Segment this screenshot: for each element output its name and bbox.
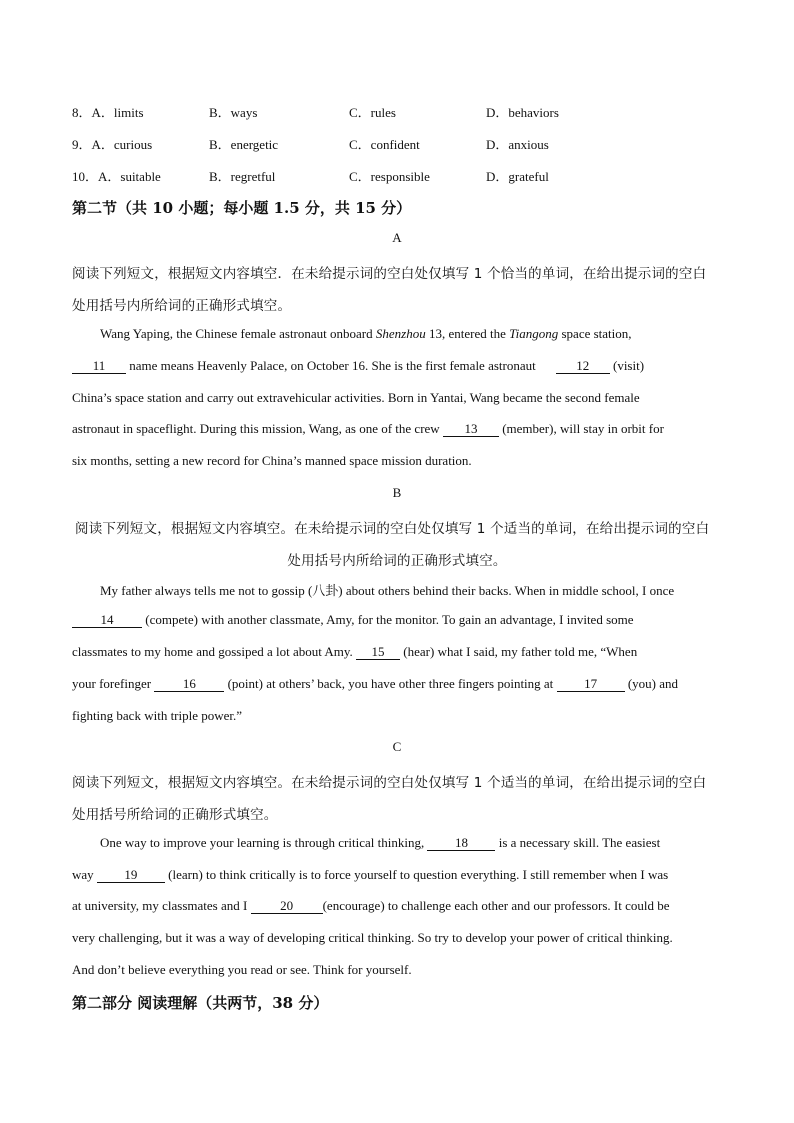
option-9-d: D．anxious xyxy=(486,137,549,152)
option-9-c: C．confident xyxy=(349,137,420,152)
blank-18[interactable]: 18 xyxy=(427,836,495,851)
passage-c-line-5: And don’t believe everything you read or see. Think for yourself. xyxy=(72,962,412,977)
option-8-d: D．behaviors xyxy=(486,105,559,120)
passage-c-text: One way to improve your learning is through critical thinking, xyxy=(100,835,428,850)
passage-b-text: (point) at others’ back, you have other three fingers pointing at xyxy=(224,676,557,691)
passage-c-label: C xyxy=(392,739,402,754)
option-10-c: C．responsible xyxy=(349,169,430,184)
blank-14[interactable]: 14 xyxy=(72,613,142,628)
passage-b-line-4 xyxy=(72,676,720,692)
passage-c-text: is a necessary skill. The easiest xyxy=(495,835,661,850)
option-10-b: B．regretful xyxy=(209,169,276,184)
passage-b-line-2 xyxy=(72,612,720,628)
blank-13[interactable]: 13 xyxy=(443,422,499,437)
blank-20[interactable]: 20 xyxy=(251,899,323,914)
passage-c-line-1 xyxy=(72,835,748,851)
passage-a-text: (visit) xyxy=(609,358,645,373)
passage-a-line-2 xyxy=(72,358,720,374)
blank-19[interactable]: 19 xyxy=(97,868,165,883)
option-8-a: 8．A．limits xyxy=(72,105,144,120)
passage-a-line-3: China’s space station and carry out extravehicular activities. Born in Yantai, Wang became the second female xyxy=(72,390,640,405)
blank-16[interactable]: 16 xyxy=(154,677,224,692)
section-heading: 第二节（共 10 小题；每小题 1.5 分，共 15 分） xyxy=(72,199,412,217)
passage-b-text: (compete) with another classmate, Amy, for the monitor. To gain an advantage, I invited some xyxy=(142,612,634,627)
passage-a-text: 13, entered the xyxy=(425,326,510,341)
passage-b-text: your forefinger xyxy=(72,676,155,691)
passage-a-line-1 xyxy=(72,326,748,342)
blank-17[interactable]: 17 xyxy=(557,677,625,692)
passage-a-instruction-2: 处用括号内所给词的正确形式填空。 xyxy=(72,298,292,314)
blank-12[interactable]: 12 xyxy=(556,359,610,374)
passage-c-line-4: very challenging, but it was a way of developing critical thinking. So try to develop your power of critical thinking. xyxy=(72,930,673,945)
option-8-b: B．ways xyxy=(209,105,258,120)
option-10-d: D．grateful xyxy=(486,169,549,184)
passage-c-line-3 xyxy=(72,898,720,914)
passage-b-line-1: My father always tells me not to gossip (八卦) about others behind their backs. When in middle school, I once xyxy=(100,583,675,598)
passage-c-text: way xyxy=(72,867,97,882)
passage-a-text: (member), will stay in orbit for xyxy=(498,421,664,436)
passage-b-text: (hear) what I said, my father told me, “When xyxy=(400,644,638,659)
passage-b-line-5: fighting back with triple power.” xyxy=(72,708,243,723)
passage-c-instruction-1: 阅读下列短文，根据短文内容填空。在未给提示词的空白处仅填写 1 个适当的单词，在给出提示词的空白 xyxy=(72,775,707,791)
passage-a-text: Wang Yaping, the Chinese female astronaut onboard xyxy=(100,326,376,341)
spacecraft-name: Shenzhou xyxy=(375,326,426,341)
option-9-a: 9．A．curious xyxy=(72,137,153,152)
option-8-c: C．rules xyxy=(349,105,396,120)
passage-b-line-3 xyxy=(72,644,720,660)
passage-c-text: (encourage) to challenge each other and our professors. It could be xyxy=(322,898,670,913)
passage-a-instruction-1: 阅读下列短文，根据短文内容填空．在未给提示词的空白处仅填写 1 个恰当的单词，在给出提示词的空白 xyxy=(72,266,707,282)
passage-c-instruction-2: 处用括号所给词的正确形式填空。 xyxy=(72,807,278,823)
option-10-a: 10．A．suitable xyxy=(72,169,161,184)
passage-c-line-2 xyxy=(72,867,720,883)
passage-b-label: B xyxy=(392,485,402,500)
passage-a-line-5: six months, setting a new record for China’s manned space mission duration. xyxy=(72,453,472,468)
station-name: Tiangong xyxy=(509,326,559,341)
passage-a-text: name means Heavenly Palace, on October 16. She is the first female astronaut xyxy=(126,358,536,373)
part-two-heading: 第二部分 阅读理解（共两节，38 分） xyxy=(72,994,329,1012)
passage-c-text: at university, my classmates and I xyxy=(72,898,251,913)
passage-a-line-4 xyxy=(72,421,720,437)
blank-15[interactable]: 15 xyxy=(356,645,400,660)
passage-a-text: space station, xyxy=(558,326,632,341)
blank-11[interactable]: 11 xyxy=(72,359,126,374)
passage-a-text: astronaut in spaceflight. During this mission, Wang, as one of the crew xyxy=(72,421,443,436)
passage-b-text: (you) and xyxy=(624,676,678,691)
option-9-b: B．energetic xyxy=(209,137,279,152)
passage-b-instruction-1: 阅读下列短文，根据短文内容填空。在未给提示词的空白处仅填写 1 个适当的单词，在给出提示词的空白 xyxy=(75,521,710,537)
passage-c-text: (learn) to think critically is to force yourself to question everything. I still remember when I was xyxy=(164,867,669,882)
passage-b-text: classmates to my home and gossiped a lot about Amy. xyxy=(72,644,357,659)
passage-b-instruction-2: 处用括号内所给词的正确形式填空。 xyxy=(287,553,507,569)
passage-a-label: A xyxy=(392,230,402,245)
